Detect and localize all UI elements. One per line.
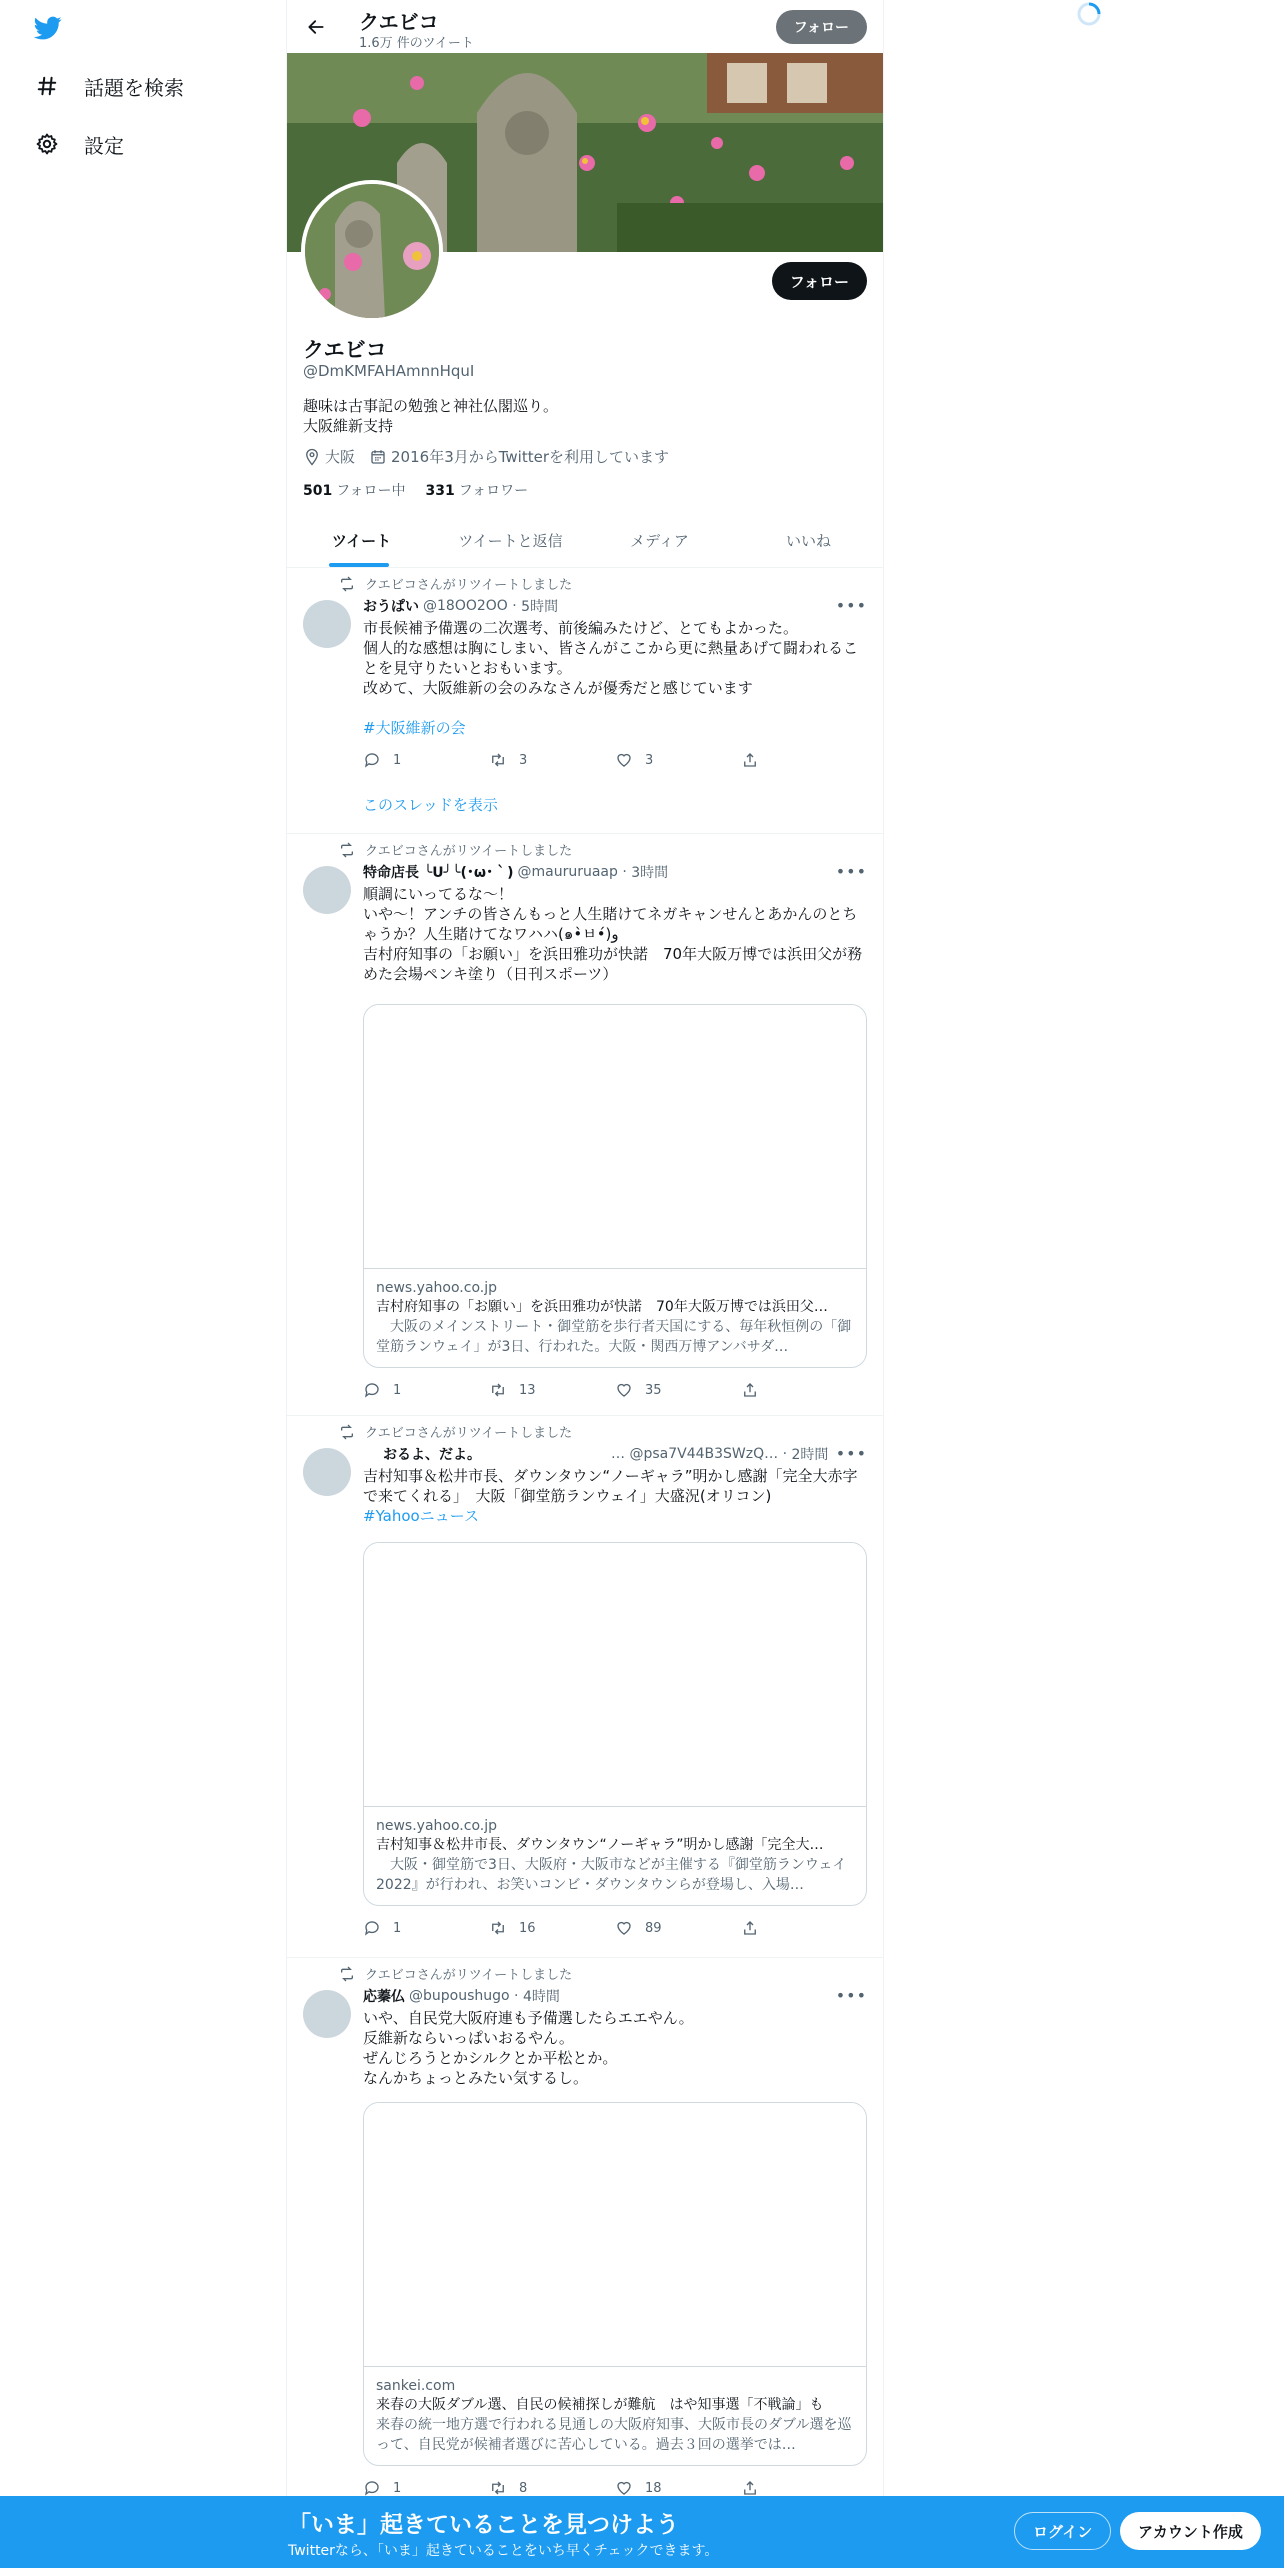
tweet-time[interactable]: 2時間	[791, 1447, 829, 1463]
top-bar	[287, 0, 883, 53]
location-text: 大阪	[325, 448, 356, 466]
card-image	[364, 2103, 866, 2367]
tweet-text-line: 吉村知事＆松井市長、ダウンタウン“ノーギャラ”明かし感謝「完全大赤字で来てくれる」 大阪「御堂筋ランウェイ」大盛況(オリコン)	[363, 1467, 858, 1505]
heart-icon	[615, 751, 633, 769]
bio-line: 大阪維新支持	[303, 417, 394, 435]
author-name[interactable]: 応蓁仏	[363, 1989, 405, 2005]
profile-bio	[303, 396, 558, 436]
reply-icon	[363, 2479, 381, 2497]
retweet-label: クエビコさんがリツイートしました	[365, 1968, 573, 1983]
card-domain: news.yahoo.co.jp	[376, 1818, 497, 1834]
retweet-icon	[489, 2479, 507, 2497]
tweet[interactable]	[287, 1958, 883, 2568]
main-column	[286, 0, 884, 2568]
tweet-actions	[363, 750, 867, 770]
retweet-icon	[335, 576, 355, 592]
tab-tweets[interactable]: ツイート	[287, 514, 436, 567]
like-button[interactable]	[615, 2479, 741, 2497]
profile-meta	[303, 446, 683, 467]
card-domain: sankei.com	[376, 2378, 456, 2394]
author-handle[interactable]: @18OO2OO	[423, 598, 508, 614]
followers-label: フォロワー	[458, 483, 529, 499]
retweet-context	[335, 1964, 572, 1983]
arrow-left-icon	[306, 17, 326, 37]
retweet-icon	[335, 842, 355, 858]
retweet-context	[335, 840, 572, 859]
like-button[interactable]	[615, 751, 741, 769]
share-button[interactable]	[741, 751, 867, 769]
tweet-time[interactable]: 5時間	[521, 599, 559, 615]
card-description: 大阪・御堂筋で3日、大阪府・大阪市などが主催する『御堂筋ランウェイ2022』が行われ、お笑いコンビ・ダウンタウンらが登場し、入場…	[376, 1857, 847, 1893]
heart-icon	[615, 1919, 633, 1937]
avatar[interactable]	[303, 866, 351, 914]
tweet-header	[363, 1986, 867, 2006]
card-image	[364, 1543, 866, 1807]
profile-name: クエビコ	[303, 338, 387, 362]
tweet-time[interactable]: 4時間	[522, 1989, 560, 2005]
separator-dot: ·	[509, 1988, 523, 2004]
author-handle[interactable]: @bupoushugo	[409, 1988, 510, 2004]
avatar[interactable]	[303, 600, 351, 648]
show-thread-link[interactable]: このスレッドを表示	[363, 796, 498, 814]
more-options-icon[interactable]: •••	[835, 596, 867, 615]
card-info	[364, 1269, 866, 1367]
retweet-button[interactable]	[489, 1919, 615, 1937]
avatar[interactable]	[303, 1990, 351, 2038]
retweet-count: 3	[519, 752, 528, 768]
calendar-icon	[369, 448, 387, 466]
nav-settings[interactable]	[34, 124, 124, 164]
nav-explore[interactable]	[34, 66, 184, 106]
location-pin-icon	[303, 448, 321, 466]
reply-count: 1	[393, 1920, 402, 1936]
share-button[interactable]	[741, 2479, 867, 2497]
nav-explore-label: 話題を検索	[84, 75, 184, 100]
hashtag-link[interactable]: #大阪維新の会	[363, 719, 466, 737]
separator-dot: ·	[778, 1446, 792, 1462]
tweet-count: 1.6万 件のツイート	[359, 36, 474, 51]
author-handle[interactable]: @maururuaap	[517, 864, 618, 880]
twitter-logo-icon[interactable]	[32, 14, 64, 42]
tweet-header	[363, 862, 867, 882]
more-options-icon[interactable]: •••	[835, 1986, 867, 2005]
reply-count: 1	[393, 1382, 402, 1398]
tweet-actions	[363, 2478, 867, 2498]
like-button[interactable]	[615, 1919, 741, 1937]
author-name[interactable]: おるよ、だよ。	[383, 1447, 481, 1463]
hashtag-link[interactable]: #Yahooニュース	[363, 1507, 479, 1525]
author-name[interactable]: おうぱい	[363, 599, 419, 615]
profile-location	[303, 446, 355, 467]
tweet-body	[363, 862, 867, 1400]
reply-icon	[363, 1919, 381, 1937]
reply-count: 1	[393, 752, 402, 768]
tab-tweets-replies[interactable]: ツイートと返信	[458, 532, 563, 550]
card-title: 吉村府知事の「お願い」を浜田雅功が快諾 70年大阪万博では浜田父…	[376, 1299, 828, 1315]
tweet-text-line: 反維新ならいっぱいおるやん。	[363, 2029, 574, 2047]
tweet-text-line: 個人的な感想は胸にしまい、皆さんがここから更に熱量あげて闘われることを見守りたいとおもいます。	[363, 639, 859, 677]
tweet-text-line: 市長候補予備選の二次選考、前後編みたけど、とてもよかった。	[363, 619, 799, 637]
header-follow-button[interactable]: フォロー	[776, 10, 867, 44]
retweet-icon	[489, 1381, 507, 1399]
reply-icon	[363, 1381, 381, 1399]
retweet-icon	[335, 1424, 355, 1440]
like-count: 35	[645, 1382, 662, 1398]
tweet-header	[363, 1444, 867, 1464]
retweet-count: 13	[519, 1382, 536, 1398]
bottom-bar-title: 「いま」起きていることを見つけよう	[288, 2512, 679, 2538]
tweet-text-line: 改めて、大阪維新の会のみなさんが優秀だと感じています	[363, 679, 753, 697]
retweet-label: クエビコさんがリツイートしました	[365, 844, 573, 859]
profile-tabs	[287, 514, 883, 568]
share-button[interactable]	[741, 1919, 867, 1937]
profile-avatar[interactable]	[301, 180, 443, 322]
profile-counts	[303, 480, 548, 500]
tweet-time[interactable]: 3時間	[631, 865, 669, 881]
followers-link[interactable]	[426, 480, 529, 500]
retweet-label: クエビコさんがリツイートしました	[365, 1426, 573, 1441]
card-description: 大阪のメインストリート・御堂筋を歩行者天国にする、毎年秋恒例の「御堂筋ランウェイ」が3日、行われた。大阪・関西万博アンバサダ…	[376, 1319, 852, 1355]
tweet-text-line: いや〜！アンチの皆さんもっと人生賭けてネガキャンせんとあかんのとちゃうか？人生賭けてなワハハ(๑•̀ㅂ•́)و	[363, 905, 858, 943]
like-button[interactable]	[615, 1381, 741, 1399]
following-label: フォロー中	[336, 483, 406, 499]
profile-handle: @DmKMFAHAmnnHquI	[303, 362, 475, 380]
tweet[interactable]	[287, 834, 883, 1416]
link-card[interactable]	[363, 1004, 867, 1368]
tweet-text-line: ぜんじろうとかシルクとか平松とか。	[363, 2049, 618, 2067]
retweet-button[interactable]	[489, 751, 615, 769]
back-button[interactable]	[301, 12, 331, 42]
like-count: 89	[645, 1920, 662, 1936]
tweet[interactable]	[287, 568, 883, 834]
loading-spinner-icon	[1075, 0, 1103, 28]
card-domain: news.yahoo.co.jp	[376, 1280, 497, 1296]
card-description: 来春の統一地方選で行われる見通しの大阪府知事、大阪市長のダブル選を巡って、自民党が候補者選びに苦心している。過去３回の選挙では…	[376, 2417, 852, 2453]
tweet-text-line: いや、自民党大阪府連も予備選したらエエやん。	[363, 2009, 694, 2027]
more-options-icon[interactable]: •••	[835, 1444, 867, 1463]
tweet-text	[363, 1466, 867, 1526]
bio-line: 趣味は古事記の勉強と神社仏閣巡り。	[303, 397, 559, 415]
avatar[interactable]	[303, 1448, 351, 1496]
tweet[interactable]	[287, 1416, 883, 1958]
login-button[interactable]: ログイン	[1014, 2512, 1111, 2550]
tab-media[interactable]: メディア	[630, 532, 689, 550]
profile-joined	[369, 446, 669, 467]
nav-settings-label: 設定	[84, 133, 124, 158]
separator-dot: ·	[507, 598, 522, 614]
share-icon	[741, 751, 759, 769]
tweet-actions	[363, 1380, 867, 1400]
share-button[interactable]	[741, 1381, 867, 1399]
card-info	[364, 2367, 866, 2465]
retweet-context	[335, 574, 572, 593]
like-count: 3	[645, 752, 654, 768]
link-card[interactable]	[363, 2102, 867, 2466]
share-icon	[741, 1381, 759, 1399]
retweet-icon	[489, 1919, 507, 1937]
reply-count: 1	[393, 2480, 402, 2496]
heart-icon	[615, 2479, 633, 2497]
page-title: クエビコ	[359, 10, 439, 34]
reply-button[interactable]	[363, 1381, 489, 1399]
following-count: 501	[303, 483, 333, 499]
author-handle[interactable]: … @psa7V44B3SWzQ…	[611, 1446, 779, 1462]
retweet-context	[335, 1422, 572, 1441]
more-options-icon[interactable]: •••	[835, 862, 867, 881]
card-image	[364, 1005, 866, 1269]
share-icon	[741, 1919, 759, 1937]
retweet-count: 16	[519, 1920, 536, 1936]
retweet-button[interactable]	[489, 1381, 615, 1399]
tab-likes[interactable]: いいね	[785, 532, 831, 550]
reply-button[interactable]	[363, 1919, 489, 1937]
tweet-text	[363, 884, 867, 984]
following-link[interactable]	[303, 480, 406, 500]
card-info	[364, 1807, 866, 1905]
reply-button[interactable]	[363, 2479, 489, 2497]
signup-button[interactable]: アカウント作成	[1120, 2512, 1261, 2550]
follow-button[interactable]: フォロー	[772, 262, 867, 300]
tweet-text	[363, 2008, 867, 2088]
tweet-body	[363, 596, 867, 815]
tweet-body	[363, 1444, 867, 1938]
reply-icon	[363, 751, 381, 769]
link-card[interactable]	[363, 1542, 867, 1906]
retweet-count: 8	[519, 2480, 528, 2496]
tweet-actions	[363, 1918, 867, 1938]
card-title: 吉村知事＆松井市長、ダウンタウン“ノーギャラ”明かし感謝「完全大…	[376, 1837, 824, 1853]
separator-dot: ·	[617, 864, 632, 880]
tweet-header	[363, 596, 867, 616]
bottom-bar-subtitle: Twitterなら、「いま」起きていることをいち早くチェックできます。	[288, 2543, 719, 2559]
followers-count: 331	[425, 483, 455, 499]
retweet-label: クエビコさんがリツイートしました	[365, 578, 573, 593]
gear-icon	[34, 131, 60, 157]
heart-icon	[615, 1381, 633, 1399]
tweet-body	[363, 1986, 867, 2498]
card-title: 来春の大阪ダブル選、自民の候補探しが難航 はや知事選「不戦論」も	[376, 2397, 824, 2413]
hashtag-icon	[34, 73, 60, 99]
tweet-text-line: なんかちょっとみたい気するし。	[363, 2069, 589, 2087]
reply-button[interactable]	[363, 751, 489, 769]
share-icon	[741, 2479, 759, 2497]
like-count: 18	[645, 2480, 662, 2496]
tweet-text-line: 吉村府知事の「お願い」を浜田雅功が快諾 70年大阪万博では浜田父が務めた会場ペンキ塗り（日刊スポーツ）	[363, 945, 863, 983]
tweet-text	[363, 618, 867, 738]
retweet-icon	[489, 751, 507, 769]
author-name[interactable]: 特命店長 ╰U╯╰(･ω･｀)	[363, 865, 514, 881]
tweet-text-line: 順調にいってるな〜！	[363, 885, 514, 903]
retweet-icon	[335, 1966, 355, 1982]
signup-bottom-bar	[0, 2496, 1284, 2568]
joined-text: 2016年3月からTwitterを利用しています	[391, 448, 670, 466]
retweet-button[interactable]	[489, 2479, 615, 2497]
